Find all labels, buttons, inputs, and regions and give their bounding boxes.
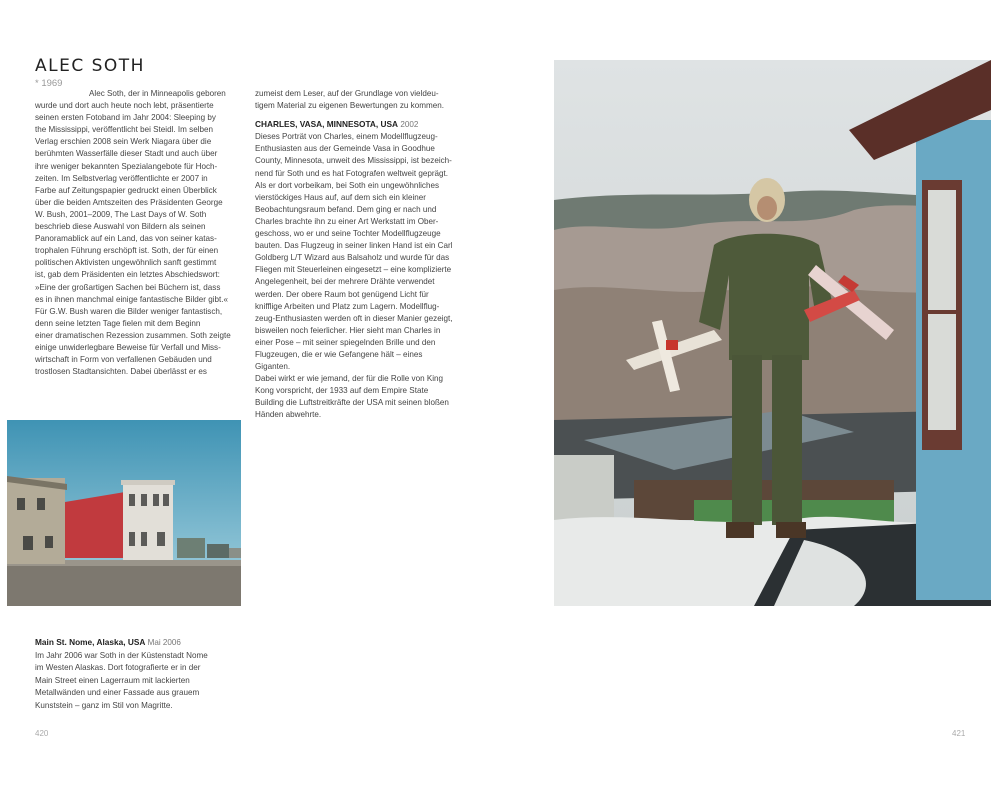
caption-text: Im Jahr 2006 war Soth in der Küstenstadt Nome im Westen Alaskas. Dort fotografierte er in der Main Street einen Lagerraum mit lackierten Metallwänden und einer Fassade aus grauem Kunststein – ganz im Stil von Magritte. — [35, 650, 208, 710]
bio-text: wurde und dort auch heute noch lebt, präsentierte seinen ersten Fotoband im Jahr 2004: Sleeping by the Mississippi, veröffentlicht bei Steidl. Im selben Verlag erschien 2008 sein Werk Niagara über die berühmten Wasserfälle dieser Stadt und auch über ihre weniger bekannten Spezialangebote für Hoch- zeiten. Im Selbstverlag veröffentlichte er 2007 in Farbe auf Zeitungspapier gedruckt einen Überblick über die beiden Amtszeiten des Präsidenten George W. Bush, 2001–2009, The Last Days of W. Soth beschrieb diese Auswahl von Bildern als seinen Panoramablick auf ein Land, das von seiner katas- trophalen Führung erschöpft ist. Soth, der für einen politischen Aktivisten ungewöhnlich sanft gestimmt ist, gab dem Präsidenten ein letztes Abschiedswort: »Eine der großartigen Sachen bei Büchern ist, dass es in ihnen manchmal einige fantastische Bilder gibt.« Für G.W. Bush waren die Bilder weniger fantastisch, denn seine letzten Tage fielen mit dem Beginn einer dramatischen Rezession zusammen. Soth zeigte einige unwiderlegbare Beweise für Verfall und Miss- wirtschaft in Form von verfallenen Gebäuden und trostlosen Stadtansichten. Dabei überlässt er es — [35, 101, 231, 377]
photo-heading-year: 2002 — [400, 120, 419, 130]
page-number-left: 420 — [35, 729, 49, 738]
description-column — [255, 88, 455, 422]
nome-photo — [7, 420, 241, 606]
bio-lead: Alec Soth, der in Minneapolis geboren — [89, 89, 226, 98]
caption-year: Mai 2006 — [147, 638, 181, 647]
photo-heading: CHARLES, VASA, MINNESOTA, USA — [255, 119, 399, 130]
page-title: ALEC SOTH — [35, 56, 145, 76]
charles-photo — [554, 60, 991, 606]
birth-year: * 1969 — [35, 78, 63, 89]
page-number-right: 421 — [952, 729, 966, 738]
photo-caption — [35, 636, 240, 712]
caption-heading: Main St. Nome, Alaska, USA — [35, 637, 146, 647]
photo-description: Dieses Porträt von Charles, einem Modellflugzeug- Enthusiasten aus der Gemeinde Vasa in Goodhue County, Minnesota, unweit des Mississippi, ist bezeich- nend für Soth und es hat Fotografen weltweit geprägt. Als er dort vorbeikam, bei Soth ein ungewöhnliches vierstöckiges Haus auf, auf dem sich ein kleiner Beobachtungsraum befand. Dem ging er nach und Charles brachte ihn zu einer Art Werkstatt im Ober- geschoss, wo er und seine Tochter Modellflugzeuge bauten. Das Flugzeug in seiner linken Hand ist ein Carl Goldberg L/T Wizard aus Balsaholz und wurde für das Fliegen mit Steuerleinen eingesetzt – eine komplizierte Angelegenheit, bei der mehrere Drähte verwendet werden. Der obere Raum bot genügend Licht für knifflige Arbeiten und Platz zum Lagern. Modellflug- zeug-Enthusiasten werden oft in dieser Manier gezeigt, bisweilen noch feierlicher. Hier sieht man Charles in einer Pose – mit seiner spiegelnden Brille und den Flugzeugen, die er wie Gefangene hält – eines Giganten. Dabei wirkt er wie jemand, der für die Rolle von King Kong vorspricht, der 1933 auf dem Empire State Building die Luftstreitkräfte der USA mit seinen bloßen Händen abwehrte. — [255, 132, 453, 420]
bio-column — [35, 88, 245, 378]
intro-text: zumeist dem Leser, auf der Grundlage von vieldeu- tigem Material zu eigenen Bewertungen zu kommen. — [255, 89, 444, 111]
